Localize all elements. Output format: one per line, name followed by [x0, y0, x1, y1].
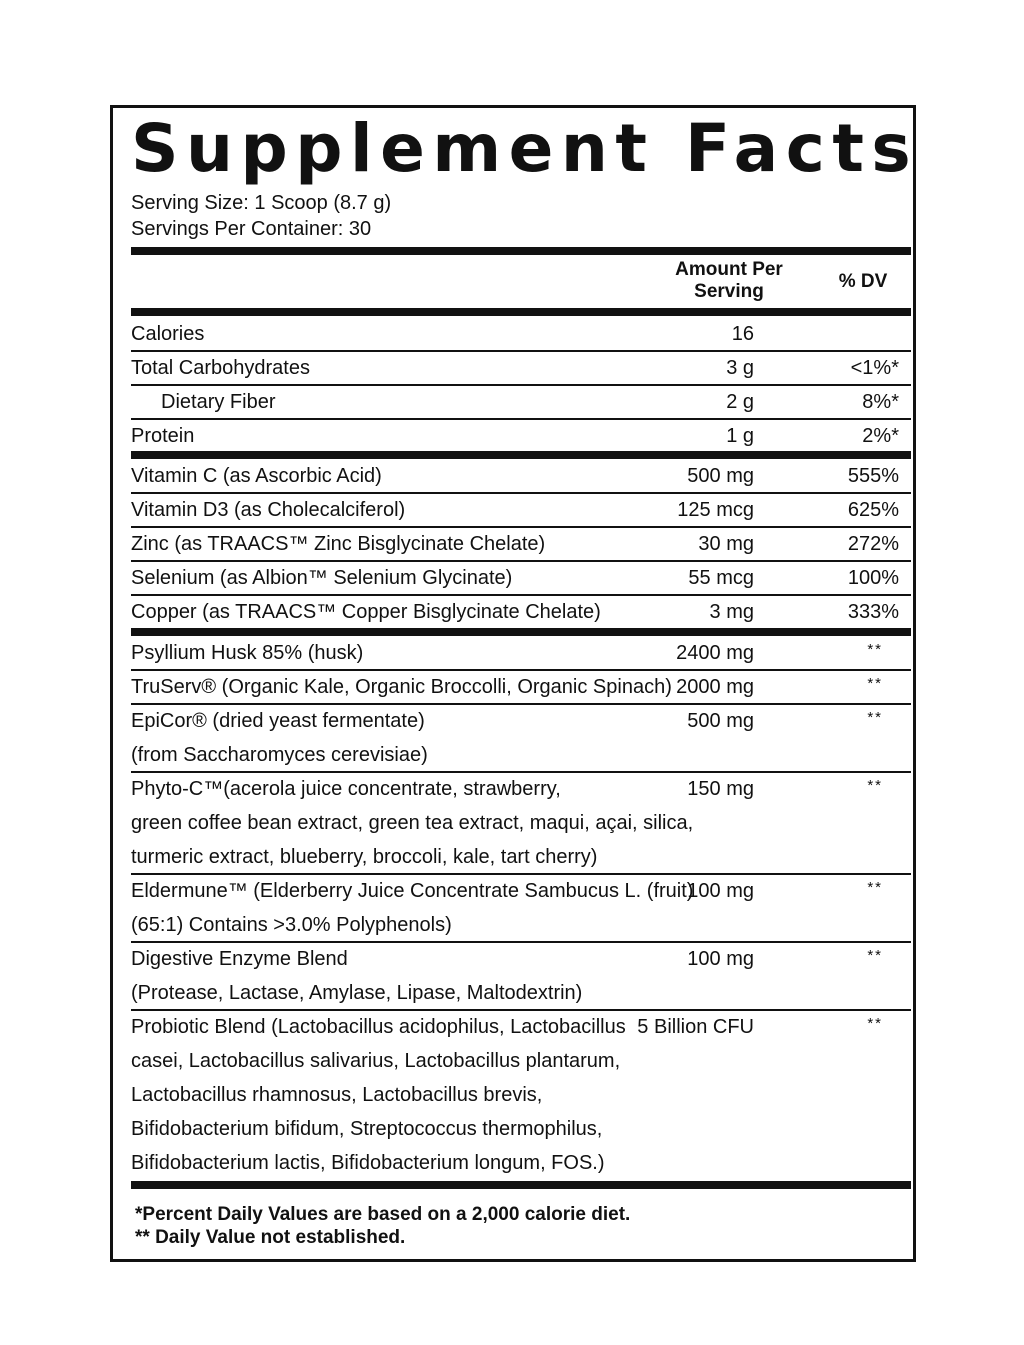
ingredient-dv: ** — [867, 675, 883, 692]
nutrient-label: Vitamin D3 (as Cholecalciferol) — [131, 499, 406, 521]
nutrient-dv: 272% — [847, 533, 899, 555]
column-header-amount: Amount Per Serving — [675, 259, 783, 302]
ingredient-amount: 5 Billion CFU — [637, 1016, 754, 1038]
ingredient-amount: 100 mg — [687, 948, 754, 970]
ingredient-dv: ** — [867, 879, 883, 896]
section-divider — [131, 451, 911, 459]
nutrient-dv: 625% — [847, 499, 899, 521]
servings-per-container: Servings Per Container: 30 — [131, 218, 372, 240]
ingredient-label: Digestive Enzyme Blend (Protease, Lactase, Amylase, Lipase, Maltodextrin) — [131, 948, 583, 1004]
nutrient-amount: 55 mcg — [688, 567, 754, 589]
row-divider — [131, 418, 911, 420]
nutrient-label: Copper (as TRAACS™ Copper Bisglycinate Chelate) — [131, 601, 601, 623]
ingredient-amount: 100 mg — [687, 880, 754, 902]
nutrient-label: Dietary Fiber — [161, 391, 276, 413]
nutrient-amount: 2 g — [726, 391, 754, 413]
serving-size: Serving Size: 1 Scoop (8.7 g) — [131, 192, 392, 214]
nutrient-dv: 333% — [847, 601, 899, 623]
footer-divider — [131, 1181, 911, 1189]
nutrient-dv: 8%* — [862, 391, 899, 413]
ingredient-label: Probiotic Blend (Lactobacillus acidophilus, Lactobacillus casei, Lactobacillus salivarius, Lactobacillus plantarum, Lactobacillus rhamnosus, Lactobacillus brevis, Bifidobacterium bifidum, Streptococcus thermophilus, Bifidobacterium lactis, Bifidobacterium longum, FOS.) — [131, 1016, 626, 1174]
ingredient-dv: ** — [867, 777, 883, 794]
ingredient-amount: 2000 mg — [676, 676, 754, 698]
ingredient-dv: ** — [867, 1015, 883, 1032]
ingredient-label: Phyto-C™(acerola juice concentrate, strawberry, green coffee bean extract, green tea extract, maqui, açai, silica, turmeric extract, blueberry, broccoli, kale, tart cherry) — [131, 778, 694, 868]
header-divider — [131, 247, 911, 255]
nutrient-amount: 125 mcg — [677, 499, 754, 521]
nutrient-amount: 30 mg — [698, 533, 754, 555]
ingredient-amount: 2400 mg — [676, 642, 754, 664]
ingredient-dv: ** — [867, 947, 883, 964]
nutrient-dv: 2%* — [862, 425, 899, 447]
nutrient-dv: <1%* — [850, 357, 899, 379]
nutrient-label: Total Carbohydrates — [131, 357, 310, 379]
nutrient-label: Calories — [131, 323, 205, 345]
footnote-dv-not-established: ** Daily Value not established. — [135, 1227, 406, 1248]
nutrient-label: Vitamin C (as Ascorbic Acid) — [131, 465, 382, 487]
nutrient-label: Selenium (as Albion™ Selenium Glycinate) — [131, 567, 513, 589]
ingredient-dv: ** — [867, 641, 883, 658]
column-header-divider — [131, 308, 911, 316]
nutrient-amount: 3 g — [726, 357, 754, 379]
nutrient-dv: 555% — [847, 465, 899, 487]
footnote-percent-daily-values: *Percent Daily Values are based on a 2,000 calorie diet. — [135, 1204, 631, 1225]
panel-title: Supplement Facts — [131, 110, 919, 187]
nutrient-amount: 16 — [731, 323, 754, 345]
nutrient-label: Protein — [131, 425, 195, 447]
nutrient-amount: 3 mg — [709, 601, 754, 623]
supplement-facts-panel — [110, 105, 919, 1262]
nutrient-label: Zinc (as TRAACS™ Zinc Bisglycinate Chelate) — [131, 533, 546, 555]
nutrient-amount: 1 g — [726, 425, 754, 447]
nutrient-dv: 100% — [847, 567, 899, 589]
nutrient-amount: 500 mg — [687, 465, 754, 487]
ingredient-label: EpiCor® (dried yeast fermentate) (from Saccharomyces cerevisiae) — [131, 710, 428, 766]
ingredient-amount: 500 mg — [687, 710, 754, 732]
ingredient-label: Eldermune™ (Elderberry Juice Concentrate Sambucus L. (fruit) (65:1) Contains >3.0% Polyphenols) — [131, 880, 694, 936]
ingredient-label: TruServ® (Organic Kale, Organic Broccolli, Organic Spinach) — [131, 676, 672, 698]
ingredient-dv: ** — [867, 709, 883, 726]
column-header-dv: % DV — [838, 271, 888, 292]
ingredient-label: Psyllium Husk 85% (husk) — [131, 642, 364, 664]
section-divider — [131, 628, 911, 636]
ingredient-amount: 150 mg — [687, 778, 754, 800]
